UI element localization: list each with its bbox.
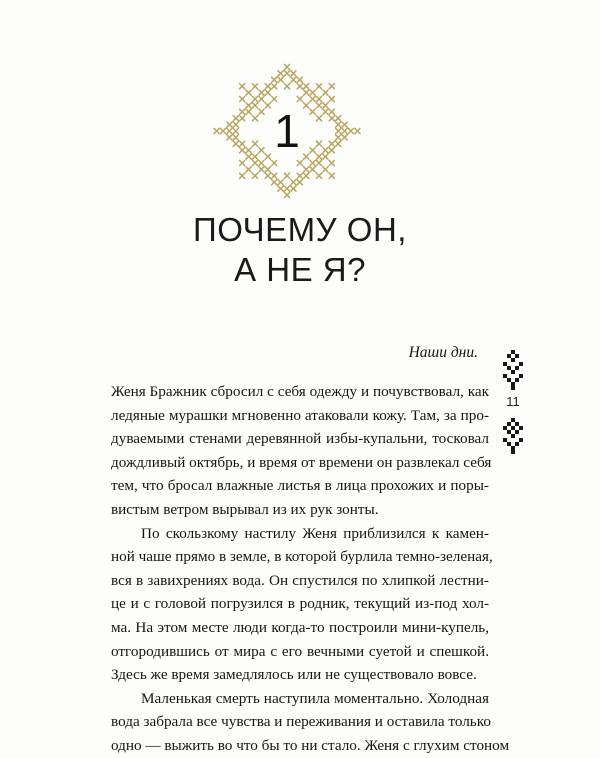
text-line: дуваемыми стенами деревянной избы-купальни, тосковал: [111, 430, 489, 448]
text-line: отгородившись от мира с его вечными суетой и спешкой.: [111, 642, 489, 660]
text-line: Женя Бражник сбросил с себя одежду и почувствовал, как: [111, 383, 489, 400]
text-line: ледяные мурашки мгновенно атаковали кожу. Там, за про-: [111, 406, 489, 424]
chapter-title-line-1: ПОЧЕМУ ОН,: [193, 211, 407, 248]
text-line: це и с головой погрузился в родник, текущий из-под хол-: [111, 595, 489, 613]
text-line: тем, что бросал влажные листья в лица прохожих и поры-: [111, 477, 489, 495]
margin-ornament-bottom-icon: [501, 418, 525, 458]
paragraph: [111, 687, 510, 758]
paragraph: [111, 522, 493, 687]
margin-ornament-top-icon: [501, 350, 525, 390]
text-line: вода забрала все чувства и переживания и оставила только: [111, 713, 491, 731]
epigraph: Наши дни.: [408, 344, 478, 361]
text-line: Здесь же время замедлялось или не существовало вовсе.: [111, 666, 477, 684]
text-line: вся в завихрениях вода. Он спустился по хлипкой лестни-: [111, 571, 489, 589]
text-line: По скользкому настилу Женя приблизился к камен-: [141, 524, 489, 542]
text-line: ной чаше прямо в земле, в которой бурлила темно-зеленая,: [111, 548, 493, 566]
text-line: Маленькая смерть наступила моментально. Холодная: [141, 689, 489, 707]
body-text: [111, 380, 510, 758]
chapter-number: 1: [274, 105, 300, 157]
paragraph: [111, 380, 492, 522]
text-line: дождливый октябрь, и время от времени он развлекал себя: [111, 453, 492, 471]
text-line: вистым ветром вырывал из их рук зонты.: [111, 500, 379, 518]
text-line: одно — выжить во что бы то ни стало. Женя с глухим стоном: [111, 736, 510, 754]
chapter-title: [0, 210, 600, 290]
chapter-title-line-2: А НЕ Я?: [234, 251, 366, 288]
text-line: ма. На этом месте люди когда-то построили мини-купель,: [111, 618, 489, 636]
page-number: 11: [506, 394, 520, 409]
